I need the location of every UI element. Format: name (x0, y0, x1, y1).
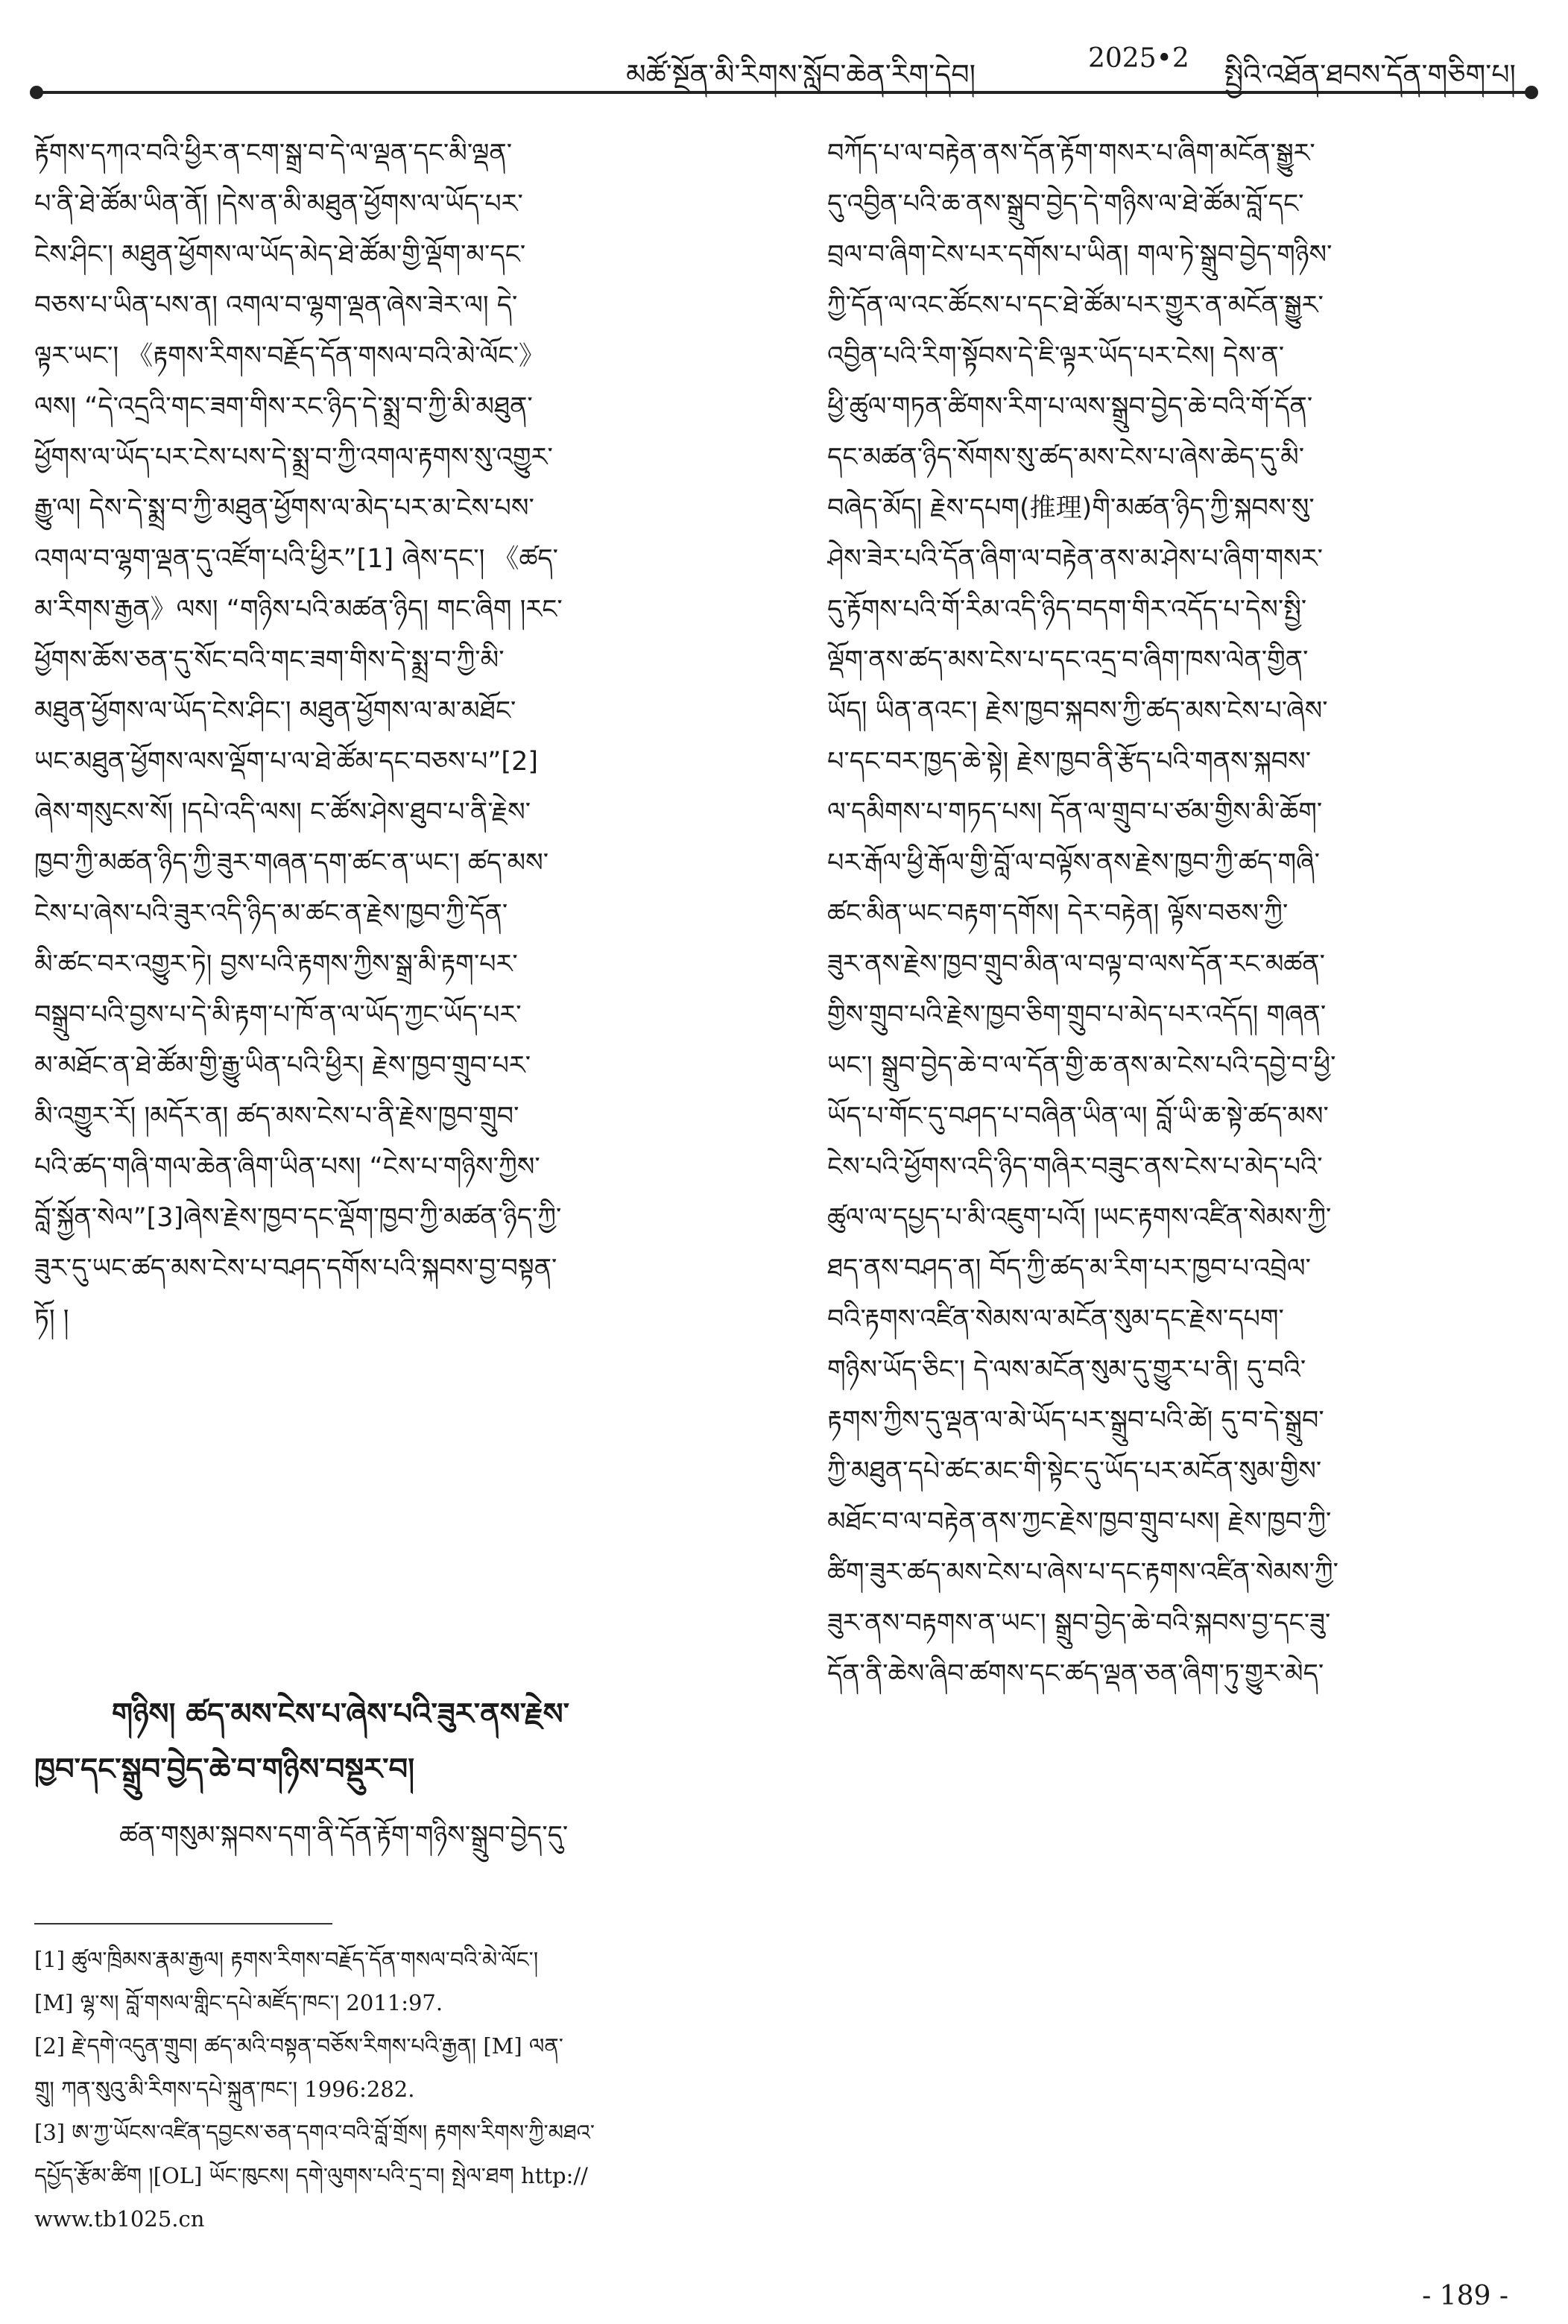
text-line: ལས། “དེ་འདྲའི་གང་ཟག་གིས་རང་ཉིད་དེ་སྨྲ་བ་ཀྱི་མི་མཐུན་ (34, 392, 533, 422)
text-line: མ་མཐོང་ན་ཐེ་ཚོམ་གྱི་རྒྱུ་ཡིན་པའི་ཕྱིར། རྗེས་ཁྱབ་གྲུབ་པར་ (34, 1051, 531, 1081)
right-column (827, 128, 1568, 1699)
footnote-rule (34, 1923, 332, 1924)
text-line: འབྱིན་པའི་རིག་སྟོབས་དེ་ཇི་ལྟར་ཡོད་པར་ངེས། དེས་ན་ (827, 341, 1285, 371)
text-line: གྱིས་གྲུབ་པའི་རྗེས་ཁྱབ་ཅིག་གྲུབ་པ་མེད་པར་འདོད། གཞན་ (827, 1000, 1327, 1030)
text-line: དོན་ནི་ཆེས་ཞིབ་ཚགས་དང་ཚད་ལྡན་ཅན་ཞིག་ཏུ་གྱུར་མེད་ (827, 1659, 1324, 1689)
rule-dot-right (1525, 86, 1538, 99)
section-label: སྤྱིའི་འཐོན་ཐབས་དོན་གཅིག་པ། (1224, 58, 1516, 91)
text-line: པའི་ཚད་གཞི་གལ་ཆེན་ཞིག་ཡིན་པས། “ངེས་པ་གཉིས་ཀྱིས་ (34, 1152, 540, 1182)
text-line: ཕྱོགས་ཆོས་ཅན་དུ་སོང་བའི་གང་ཟག་གིས་དེ་སྨྲ་བ་ཀྱི་མི་ (34, 645, 505, 675)
text-line: ལ་དམིགས་པ་གཏད་པས། དོན་ལ་གྲུབ་པ་ཙམ་གྱིས་མི་ཆོག་ (827, 798, 1323, 827)
text-line: མཐུན་ཕྱོགས་ལ་ཡོད་ངེས་ཤིང་། མཐུན་ཕྱོགས་ལ་མ་མཐོང་ (34, 696, 516, 726)
text-line: ཤེས་ཟེར་པའི་དོན་ཞིག་ལ་བརྟེན་ནས་མ་ཤེས་པ་ཞིག་གསར་ (827, 544, 1324, 574)
left-column (34, 128, 780, 1345)
text-line: ལྟར་ཡང་། 《རྟགས་རིགས་བརྗོད་དོན་གསལ་བའི་མེ་ལོང་》 (34, 341, 545, 371)
text-line: མཐོང་བ་ལ་བརྟེན་ནས་ཀྱང་རྗེས་ཁྱབ་གྲུབ་པས། རྗེས་ཁྱབ་ཀྱི་ (827, 1507, 1332, 1537)
text-line: ཚུལ་ལ་དཔྱད་པ་མི་འཇུག་པའོ། །ཡང་རྟགས་འཛིན་སེམས་ཀྱི་ (827, 1203, 1332, 1233)
rule-dot-left (30, 86, 43, 99)
text-line: བཅས་པ་ཡིན་པས་ན། འགལ་བ་ལྷག་ལྡན་ཞེས་ཟེར་ལ། དེ་ (34, 291, 518, 321)
text-line: ཡང་མཐུན་ཕྱོགས་ལས་ལྡོག་པ་ལ་ཐེ་ཚོམ་དང་བཅས་པ”[2] (34, 747, 539, 777)
text-line: དུ་འབྱིན་པའི་ཆ་ནས་སྒྲུབ་བྱེད་དེ་གཉིས་ལ་ཐེ་ཚོམ་བློ་དང་ (827, 189, 1304, 219)
issue-number: 2025•2 (1088, 43, 1189, 74)
footnote-line: [2] རྗེ་དགེ་འདུན་གྲུབ། ཚད་མའི་བསྟན་བཅོས་རིགས་པའི་རྒྱན། [M] ལན་ (34, 2033, 563, 2059)
text-line: དུ་རྟོགས་པའི་གོ་རིམ་འདི་ཉིད་བདག་གིར་འདོད་པ་དེས་སྤྱི་ (827, 595, 1307, 625)
text-line: ཁྱབ་ཀྱི་མཚན་ཉིད་ཀྱི་ཟུར་གཞན་དག་ཚང་ན་ཡང་། ཚད་མས་ (34, 848, 549, 878)
text-line: ངེས་པ་ཞེས་པའི་ཟུར་འདི་ཉིད་མ་ཚང་ན་རྗེས་ཁྱབ་ཀྱི་དོན་ (34, 899, 508, 929)
text-line: མི་འགྱུར་རོ། །མདོར་ན། ཚད་མས་ངེས་པ་ནི་རྗེས་ཁྱབ་གྲུབ་ (34, 1102, 519, 1131)
text-line: ཡོད། ཡིན་ནའང་། རྗེས་ཁྱབ་སྐབས་ཀྱི་ཚད་མས་ངེས་པ་ཞེས་ (827, 696, 1328, 726)
text-line: བྲལ་བ་ཞིག་ངེས་པར་དགོས་པ་ཡིན། གལ་ཏེ་སྒྲུབ་བྱེད་གཉིས་ (827, 240, 1333, 270)
text-line: ཏོ། ། (34, 1304, 69, 1334)
text-line: ཀྱི་མཐུན་དཔེ་ཚང་མང་གི་སྟེང་དུ་ཡོད་པར་མངོན་སུམ་གྱིས་ (827, 1456, 1322, 1486)
text-line: ཚིག་ཟུར་ཚད་མས་ངེས་པ་ཞེས་པ་དང་རྟགས་འཛིན་སེམས་ཀྱི་ (827, 1558, 1339, 1588)
text-line: ཕྱི་ཚུལ་གཏན་ཚིགས་རིག་པ་ལས་སྒྲུབ་བྱེད་ཆེ་བའི་གོ་དོན་ (827, 392, 1313, 422)
text-line: བཀོད་པ་ལ་བརྟེན་ནས་དོན་རྟོག་གསར་པ་ཞིག་མངོན་སྒྱུར་ (827, 139, 1315, 168)
text-line: ཞེས་གསུངས་སོ། །དཔེ་འདི་ལས། ང་ཚོས་ཤེས་ཐུབ་པ་ནི་རྗེས་ (34, 798, 531, 827)
text-line: མ་རིགས་རྒྱན》ལས། “གཉིས་པའི་མཚན་ཉིད། གང་ཞིག །རང་ (34, 595, 563, 625)
body-paragraph-start: ཚན་གསུམ་སྐབས་དག་ནི་དོན་རྟོག་གཉིས་སྒྲུབ་བྱེད་དུ་ (119, 1821, 569, 1851)
text-line: འགལ་བ་ལྷག་ལྡན་དུ་འཛོག་པའི་ཕྱིར”[1] ཞེས་དང་། 《ཚད་ (34, 544, 559, 574)
text-line: རྟོགས་དཀའ་བའི་ཕྱིར་ན་ངག་སྒྲ་བ་དེ་ལ་ལྡན་དང་མི་ལྡན་ (34, 139, 513, 168)
footnote-line: [M] ལྷ་ས། བློ་གསལ་གླིང་དཔེ་མཛོད་ཁང་། 2011:97. (34, 1990, 443, 2015)
header-rule (37, 91, 1531, 94)
text-line: རྒྱུ་ལ། དེས་དེ་སྨྲ་བ་ཀྱི་མཐུན་ཕྱོགས་ལ་མེད་པར་མ་ངེས་པས་ (34, 493, 534, 523)
section-heading-line-1: གཉིས། ཚད་མས་ངེས་པ་ཞེས་པའི་ཟུར་ནས་རྗེས་ (112, 1697, 570, 1731)
text-line: ངེས་པའི་ཕྱོགས་འདི་ཉིད་གཞིར་བཟུང་ནས་ངེས་པ་མེད་པའི་ (827, 1152, 1323, 1182)
text-line: བློ་སྐྱོན་སེལ”[3]ཞེས་རྗེས་ཁྱབ་དང་ལྡོག་ཁྱབ་ཀྱི་མཚན་ཉིད་ཀྱི་ (34, 1203, 562, 1233)
text-line: ཡང་། སྒྲུབ་བྱེད་ཆེ་བ་ལ་དོན་གྱི་ཆ་ནས་མ་ངེས་པའི་དབྱེ་བ་ཕྱི་ (827, 1051, 1336, 1081)
text-line: ཐད་ནས་བཤད་ན། བོད་ཀྱི་ཚད་མ་རིག་པར་ཁྱབ་པ་འབྲེལ་ (827, 1254, 1311, 1283)
text-line: ཡོད་པ་གོང་དུ་བཤད་པ་བཞིན་ཡིན་ལ། བློ་ཡི་ཆ་སྟེ་ཚད་མས་ (827, 1102, 1329, 1131)
text-line: མི་ཚང་བར་འགྱུར་ཏེ། བྱས་པའི་རྟགས་ཀྱིས་སྒྲ་མི་རྟག་པར་ (34, 950, 518, 979)
text-line: ཚང་མིན་ཡང་བརྟག་དགོས། དེར་བརྟེན། ལྟོས་བཅས་ཀྱི་ (827, 899, 1289, 929)
text-line: རྟགས་ཀྱིས་དུ་ལྡན་ལ་མེ་ཡོད་པར་སྒྲུབ་པའི་ཚེ། དུ་བ་དེ་སྒྲུབ་ (827, 1406, 1324, 1436)
journal-title: མཚོ་སྔོན་མི་རིགས་སློབ་ཆེན་རིག་དེབ། (626, 58, 976, 91)
footnote-line: [3] ཨ་ཀྱ་ཡོངས་འཛིན་དབྱངས་ཅན་དགའ་བའི་བློ་གྲོས། རྟགས་རིགས་ཀྱི་མཐའ་ (34, 2120, 595, 2145)
page-number: - 189 - (1422, 2281, 1508, 2311)
page-header (30, 0, 1538, 104)
text-line: བསྒྲུབ་པའི་བྱས་པ་དེ་མི་རྟག་པ་ཁོ་ན་ལ་ཡོད་ཀྱང་ཡོད་པར་ (34, 1000, 522, 1030)
text-line: པ་ནི་ཐེ་ཚོམ་ཡིན་ནོ། །དེས་ན་མི་མཐུན་ཕྱོགས་ལ་ཡོད་པར་ (34, 189, 523, 219)
text-line: དང་མཚན་ཉིད་སོགས་སུ་ཚད་མས་ངེས་པ་ཞེས་ཆེད་དུ་མི་ (827, 443, 1305, 473)
footnote-line: དཔྱོད་རྩོམ་ཚིག །[OL] ཡོང་ཁུངས། དགེ་ལུགས་པའི་དྲ་བ། སྤེལ་ཐག http:// (34, 2163, 588, 2188)
text-line: ཟུར་དུ་ཡང་ཚད་མས་ངེས་པ་བཤད་དགོས་པའི་སྐབས་བྱ་བསྟན་ (34, 1254, 557, 1283)
text-line: ཟུར་ནས་རྗེས་ཁྱབ་གྲུབ་མིན་ལ་བལྟ་བ་ལས་དོན་རང་མཚན་ (827, 950, 1326, 979)
footnote-line: [1] ཚུལ་ཁྲིམས་རྣམ་རྒྱལ། རྟགས་རིགས་བརྗོད་དོན་གསལ་བའི་མེ་ལོང་། (34, 1947, 539, 1972)
text-line: པར་རྒོལ་ཕྱི་རྒོལ་གྱི་བློ་ལ་བལྟོས་ནས་རྗེས་ཁྱབ་ཀྱི་ཚད་གཞི་ (827, 848, 1320, 878)
text-line: བཞེད་མོད། རྗེས་དཔག(推理)གི་མཚན་ཉིད་ཀྱི་སྐབས་སུ་ (827, 493, 1315, 523)
footnotes (34, 1938, 780, 2241)
text-line: ཟུར་ནས་བརྟགས་ན་ཡང་། སྒྲུབ་བྱེད་ཆེ་བའི་སྐབས་བྱ་དང་ཟུ་ (827, 1608, 1331, 1638)
footnote-line: གྲུ། ཀན་སུའུ་མི་རིགས་དཔེ་སྐྲུན་ཁང་། 1996:282. (34, 2077, 415, 2102)
text-line: གཉིས་ཡོད་ཅིང་། དེ་ལས་མངོན་སུམ་དུ་གྱུར་པ་ནི། དུ་བའི་ (827, 1355, 1306, 1385)
section-heading-line-2: ཁྱབ་དང་སྒྲུབ་བྱེད་ཆེ་བ་གཉིས་བསྡུར་བ། (34, 1752, 415, 1787)
text-line: ལྡོག་ནས་ཚད་མས་ངེས་པ་དང་འདྲ་བ་ཞིག་ཁས་ལེན་གྱིན་ (827, 645, 1309, 675)
text-line: ངེས་ཤིང་། མཐུན་ཕྱོགས་ལ་ཡོད་མེད་ཐེ་ཚོམ་གྱི་ལྡོག་མ་དང་ (34, 240, 526, 270)
text-line: བའི་རྟགས་འཛིན་སེམས་ལ་མངོན་སུམ་དང་རྗེས་དཔག་ (827, 1304, 1284, 1334)
text-line: པ་དང་བར་ཁྱད་ཆེ་སྟེ། རྗེས་ཁྱབ་ནི་རྩོད་པའི་གནས་སྐབས་ (827, 747, 1312, 777)
footnote-line: www.tb1025.cn (34, 2206, 205, 2232)
text-line: ཀྱི་དོན་ལ་འང་ཚོངས་པ་དང་ཐེ་ཚོམ་པར་གྱུར་ན་མངོན་སྒྱུར་ (827, 291, 1324, 321)
text-line: ཕྱོགས་ལ་ཡོད་པར་ངེས་པས་དེ་སྨྲ་བ་ཀྱི་འགལ་རྟགས་སུ་འགྱུར་ (34, 443, 553, 473)
